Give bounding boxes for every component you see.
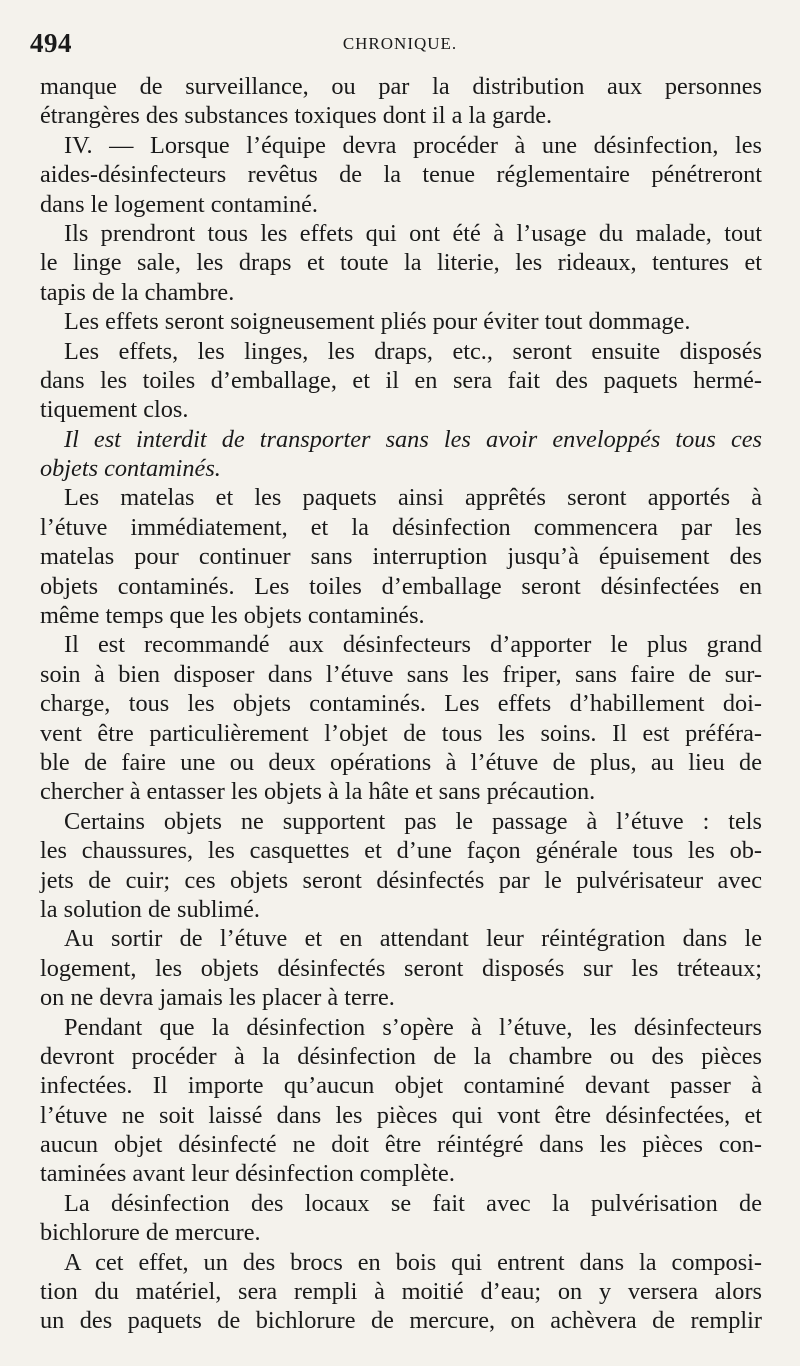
text-line: aides-désinfecteurs revêtus de la tenue réglementaire pénétreront	[40, 161, 762, 189]
text-line: ble de faire une ou deux opérations à l’étuve de plus, au lieu de	[40, 748, 762, 776]
page-header	[0, 28, 800, 58]
text-line: vent être particulièrement l’objet de tous les soins. Il est préféra-	[40, 719, 762, 747]
text-line: logement, les objets désinfectés seront disposés sur les tréteaux;	[40, 954, 762, 982]
text-line: manque de surveillance, ou par la distribution aux personnes	[40, 73, 762, 100]
text-line: taminées avant leur désinfection complète.	[40, 1160, 455, 1188]
text-line: bichlorure de mercure.	[40, 1219, 261, 1247]
text-line: Ils prendront tous les effets qui ont été à l’usage du malade, tout	[64, 219, 762, 247]
text-line: Au sortir de l’étuve et en attendant leur réintégration dans le	[64, 925, 762, 953]
text-line: IV. — Lorsque l’équipe devra procéder à une désinfection, les	[64, 131, 762, 159]
text-line: tapis de la chambre.	[40, 278, 235, 306]
text-line: tiquement clos.	[40, 396, 189, 424]
text-line: un des paquets de bichlorure de mercure, on achèvera de remplir	[40, 1307, 762, 1335]
text-line: objets contaminés.	[40, 455, 221, 483]
text-line: l’étuve ne soit laissé dans les pièces qui vont être désinfectées, et	[40, 1101, 762, 1129]
text-line: Il est recommandé aux désinfecteurs d’apporter le plus grand	[64, 631, 762, 659]
text-line: charge, tous les objets contaminés. Les effets d’habillement doi-	[40, 690, 762, 718]
text-line: on ne devra jamais les placer à terre.	[40, 984, 395, 1012]
text-line: tion du matériel, sera rempli à moitié d’eau; on y versera alors	[40, 1278, 762, 1306]
text-line: Les effets seront soigneusement pliés pour éviter tout dommage.	[64, 308, 691, 336]
body-text	[40, 72, 762, 1336]
text-line: A cet effet, un des brocs en bois qui entrent dans la composi-	[64, 1248, 762, 1276]
text-line: devront procéder à la désinfection de la chambre ou des pièces	[40, 1042, 762, 1070]
text-line: étrangères des substances toxiques dont il a la garde.	[40, 102, 553, 130]
text-line: l’étuve immédiatement, et la désinfection commencera par les	[40, 513, 762, 541]
text-line: dans le logement contaminé.	[40, 190, 318, 218]
text-line: Pendant que la désinfection s’opère à l’étuve, les désinfecteurs	[64, 1013, 762, 1041]
text-line: Les matelas et les paquets ainsi apprêtés seront apportés à	[64, 484, 762, 512]
text-line: Il est interdit de transporter sans les avoir enveloppés tous ces	[64, 425, 762, 453]
text-line: chercher à entasser les objets à la hâte et sans précaution.	[40, 778, 596, 806]
running-head: CHRONIQUE.	[342, 34, 458, 53]
text-line: la solution de sublimé.	[40, 895, 261, 923]
text-line: Les effets, les linges, les draps, etc., seront ensuite disposés	[64, 337, 762, 365]
text-line: soin à bien disposer dans l’étuve sans les friper, sans faire de sur-	[40, 660, 762, 688]
text-line: dans les toiles d’emballage, et il en sera fait des paquets hermé-	[40, 366, 762, 394]
text-line: infectées. Il importe qu’aucun objet contaminé devant passer à	[40, 1072, 762, 1100]
text-line: Certains objets ne supportent pas le passage à l’étuve : tels	[64, 807, 762, 835]
text-line: le linge sale, les draps et toute la literie, les rideaux, tentures et	[40, 249, 762, 277]
text-line: jets de cuir; ces objets seront désinfectés par le pulvérisateur avec	[40, 866, 762, 894]
page-number: 494	[30, 28, 72, 58]
text-line: matelas pour continuer sans interruption jusqu’à épuisement des	[40, 543, 762, 571]
text-line: aucun objet désinfecté ne doit être réintégré dans les pièces con-	[40, 1131, 762, 1159]
text-line: les chaussures, les casquettes et d’une façon générale tous les ob-	[40, 837, 762, 865]
text-line: La désinfection des locaux se fait avec la pulvérisation de	[64, 1189, 762, 1217]
text-line: même temps que les objets contaminés.	[40, 602, 425, 630]
text-line: objets contaminés. Les toiles d’emballage seront désinfectées en	[40, 572, 762, 600]
